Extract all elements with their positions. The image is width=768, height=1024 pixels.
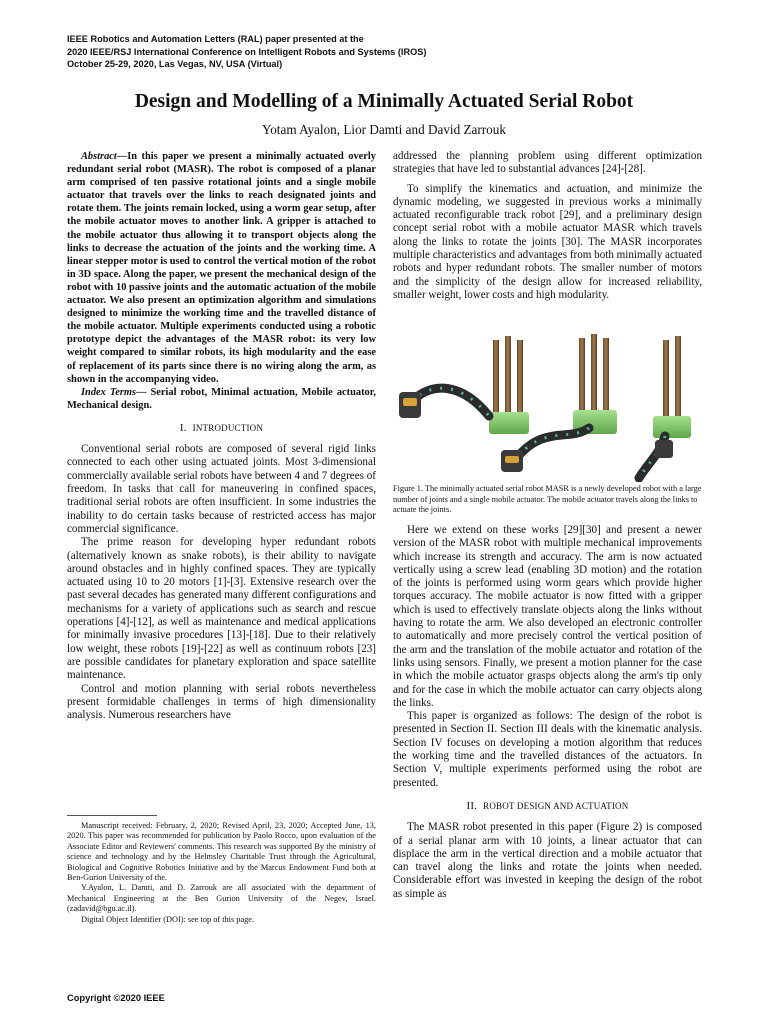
right-paragraph-3: Here we extend on these works [29][30] and present a newer version of the MASR robot with multiple mechanical improvements which increase its strength and accuracy. The arm is now actuated vertically using a screw lead (enabling 3D motion) and the rotation of the joints is performed using worm gears which provide higher torques accuracy. The mobile actuator is now fitted with a gripper which is used to effectively translate objects along the links without having to rotate the arm. We also developed an electronic controller to automatically and more precisely control the vertical position of the arm and the translation of the mobile actuator and rotation of the links using sensors. Finally, we present a motion planner for the case in which the mobile actuator grasps objects along the arm's tip only and for the case in which the mobile actuator can carry objects along the links.	[393, 524, 702, 709]
intro-paragraph-2: The prime reason for developing hyper redundant robots (alternatively known as snake robots), is their ability to navigate around obstacles and in highly confined spaces. They are typically actuated using 10 to 20 motors [1]-[3]. Extensive research over the past several decades has generated many different configurations and mechanisms for a variety of applications such as search and rescue operations [4]-[12], as well as maintenance and medical applications for minimally invasive procedures [13]-[18]. Due to their relatively low weight, these robots [19]-[22] as well as continuum robots [23] are possible candidates for planetary exploration and space satellite maintenance.	[67, 536, 376, 682]
abstract-text: —In this paper we present a minimally actuated overly redundant serial robot (MASR). The robot is composed of a planar arm comprised of ten passive rotational joints and a single mobile actuator that travels over the links to reach designated joints and rotate them. The joints remain locked, using a worm gear setup, after the mobile actuator moves to another link. A gripper is attached to the mobile actuator thus allowing it to transport objects along the links to decrease the actuation of the joints and the working time. A linear stepper motor is used to control the vertical motion of the robot in 3D space. Along the paper, we present the mechanical design of the robot with 10 passive joints and the automatic actuation of the mobile actuator. We also present an optimization algorithm and simulations designed to minimize the working time and the travelled distance of the mobile actuator. Multiple experiments conducted using a robotic prototype depict the advantages of the MASR robot: its very low weight compared to similar robots, its high modularity and the ease of replacement of its parts since there is no wiring along the arm, as shown in the accompanying video.	[67, 151, 376, 385]
index-terms-text: — Serial robot, Minimal actuation, Mobile actuator, Mechanical design.	[67, 386, 376, 411]
footnote-divider	[67, 815, 157, 816]
abstract-label: Abstract	[81, 151, 117, 162]
right-paragraph-1: addressed the planning problem using different optimization strategies that have led to substantial advances [24]-[28].	[393, 150, 702, 176]
intro-paragraph-1: Conventional serial robots are composed of several rigid links connected to each other using actuated joints. Most 3-dimensional commercially available serial robots have between 4 and 7 degrees of freedom. In tasks that call for maneuvering in confined spaces, traditional serial robots are often insufficient. In some industries the inability to do certain tasks because of restricted access has major commercial significance.	[67, 443, 376, 535]
right-column	[393, 150, 702, 302]
author-list: Yotam Ayalon, Lior Damti and David Zarrouk	[262, 122, 506, 137]
section-number: I.	[179, 421, 187, 434]
footnote-affiliation: Y.Ayalon, L. Damti, and D. Zarrouk are all associated with the department of Mechanical Engineering at the Ben Gurion University of the Negev, Israel. (zadavid@bgu.ac.il).	[67, 883, 376, 914]
index-terms-label: Index Terms	[81, 386, 137, 398]
right-column-lower	[393, 524, 702, 901]
abstract	[67, 150, 376, 386]
figure-1-caption: Figure 1. The minimally actuated serial robot MASR is a newly developed robot with a large number of joints and a single mobile actuator. The mobile actuator travels along the links to actuate the joints.	[393, 484, 702, 514]
header-line-1: IEEE Robotics and Automation Letters (RAL) paper presented at the	[67, 34, 364, 44]
conference-header	[67, 33, 567, 71]
right-paragraph-2: To simplify the kinematics and actuation, and minimize the dynamic modeling, we suggested in previous works a minimally actuated reconfigurable track robot [29], and a preliminary design concept serial robot with a mobile actuator MASR which travels along the links to rotate the joints [30]. The MASR incorporates multiple characteristics and advantages from both minimally actuated robots and hyper redundant robots. The smaller number of motors and the simplicity of the design allow for increased reliability, smaller weight, lower costs and high modularity.	[393, 182, 702, 301]
section-title: INTRODUCTION	[192, 422, 264, 433]
index-terms	[67, 386, 376, 412]
header-line-2: 2020 IEEE/RSJ International Conference on Intelligent Robots and Systems (IROS)	[67, 46, 427, 57]
footnote-doi: Digital Object Identifier (DOI): see top of this page.	[81, 914, 255, 924]
copyright-notice: Copyright ©2020 IEEE	[67, 993, 165, 1003]
intro-paragraph-3: Control and motion planning with serial robots nevertheless present formidable challenges in terms of high dimensionality analysis. Numerous researchers have	[67, 682, 376, 722]
figure-1-robot-image	[393, 332, 702, 482]
section-heading-introduction	[67, 422, 376, 435]
section-2-paragraph-1: The MASR robot presented in this paper (Figure 2) is composed of a serial planar arm with 10 joints, a linear actuator that can displace the arm in the vertical direction and a mobile actuator that can travel along the links and rotate the joints when needed. Considerable effort was invested in keeping the design of the robot as simple as	[393, 821, 702, 900]
left-column	[67, 150, 376, 722]
right-paragraph-4: This paper is organized as follows: The design of the robot is presented in Section II. Section III deals with the kinematic analysis. Section IV focuses on developing a motion algorithm that reduces the working time and the travelled distances of the actuators. In Section V, multiple experiments performed using the robot are presented.	[393, 710, 702, 789]
section-number: II.	[466, 799, 478, 812]
footnotes	[67, 821, 376, 925]
footnote-manuscript: Manuscript received: February, 2, 2020; Revised April, 23, 2020; Accepted June, 13, 2020. This paper was recommended for publication by Paolo Rocco, upon evaluation of the Associate Editor and Reviewers' comments. This research was supported By the ministry of science and technology and by the Helmsley Charitable Trust through the Agricultural, Biological and Cognitive Robotics Initiative and by the Marcus Endowment Fund both at Ben-Gurion University of the.	[67, 821, 376, 883]
section-title: ROBOT DESIGN AND ACTUATION	[483, 800, 629, 811]
header-line-3: October 25-29, 2020, Las Vegas, NV, USA (Virtual)	[67, 59, 283, 69]
paper-title: Design and Modelling of a Minimally Actuated Serial Robot	[134, 91, 634, 112]
section-heading-robot-design	[393, 800, 702, 813]
